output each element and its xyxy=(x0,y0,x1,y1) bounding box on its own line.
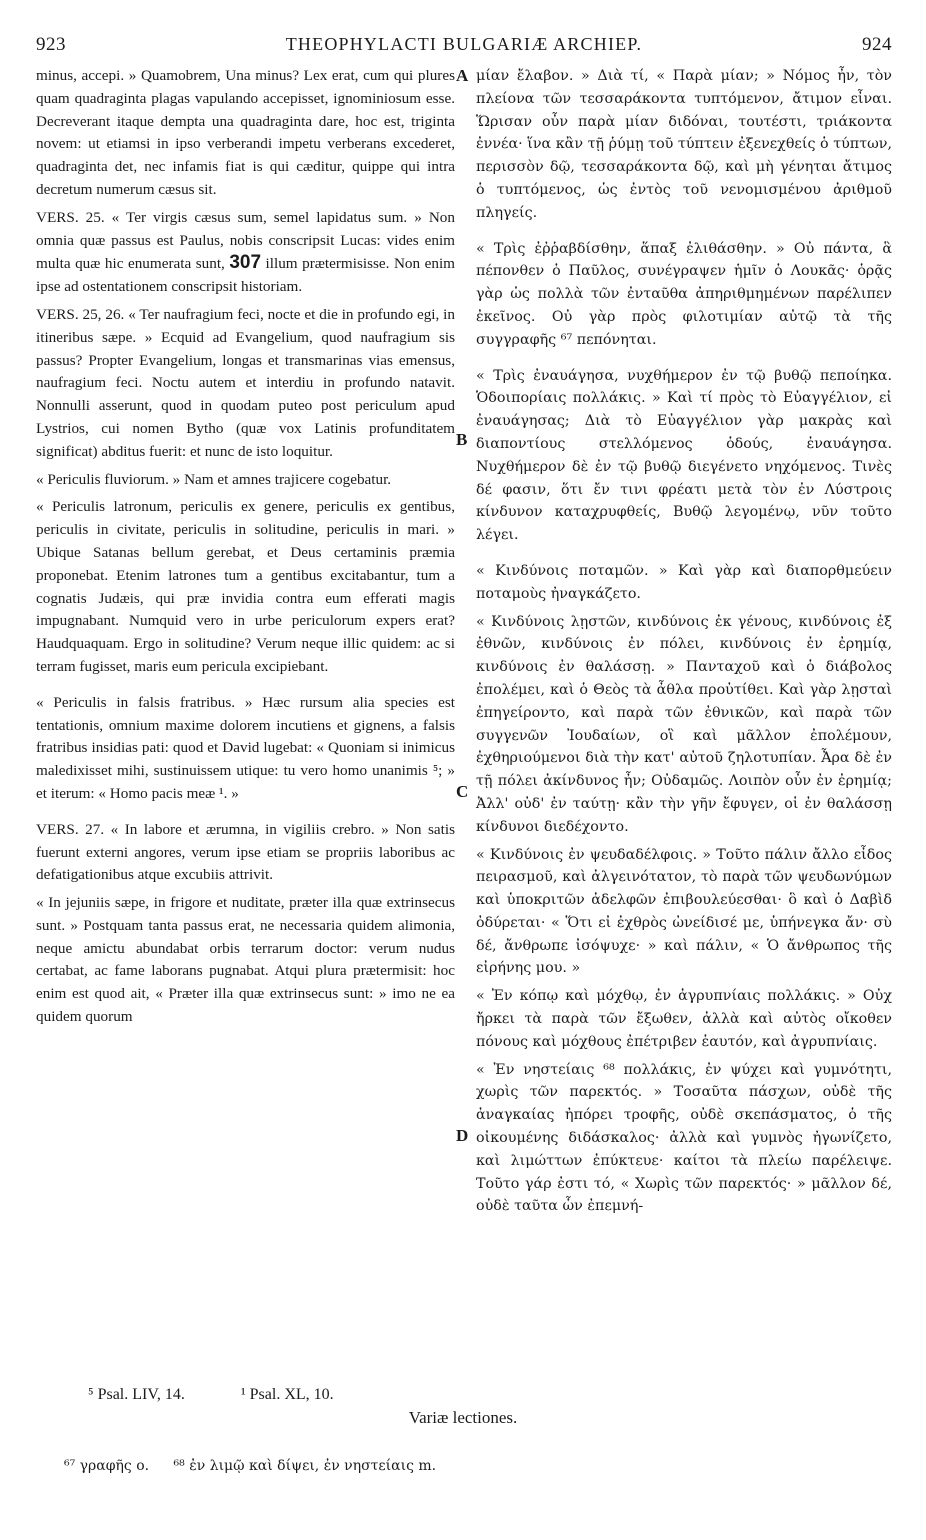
greek-paragraph: « Τρὶς ἐναυάγησα, νυχθήμερον ἐν τῷ βυθῷ πεποίηκα. Ὁδοιπορίαις πολλάκις. » Καὶ τί πρὸς τὸ Εὐαγγέλιον, εἰ ἐναυάγησας; Διὰ τὸ Εὐαγγέλιον γὰρ μακρὰς καὶ διαποντίους στελλόμενος ὁδούς, ἐναυάγησα. Νυχθήμερον δὲ ἐν τῷ βυθῷ διεγένετο νηχόμενος. Τινὲς δέ φασιν, ὅτι ἔν τινι φρέατι μετὰ τὸν ἐν Λύστροις κίνδυνον καταχρυφθείς, Βυθῷ λεγομένῳ, νῦν τοῦτο λέγει. xyxy=(476,367,892,544)
latin-paragraph xyxy=(36,207,455,299)
margin-marker-b: B xyxy=(456,430,468,449)
latin-paragraph: « Periculis fluviorum. » Nam et amnes trajicere cogebatur. xyxy=(36,470,392,488)
latin-paragraph: VERS. 25, 26. « Ter naufragium feci, nocte et die in profundo egi, in itineribus sæpe. » Ecquid ad Evangelium, quod naufragium sis passus? Propter Evangelium, longas et transmarinas vias emensus, naufragium feci. Noctu autem et interdiu in profundo natavit. Nonnulli asserunt, quod in quodam puteo post periculum apud Lystrios, cui nomen Bytho (quæ vox Latinis profunditatem significat) abditus fuerit: et nunc de isto loquitur. xyxy=(36,305,455,460)
latin-text: illum prætermisisse. Non enim ipse ad ostentationem conscripsit historiam. xyxy=(36,255,455,296)
latin-paragraph: « Periculis latronum, periculis ex genere, periculis ex gentibus, periculis in civitate, periculis in solitudine, periculis in mari. » Ubique Satanas bellum gerebat, et Deus certaminis præmia proponebat. Etenim latrones tum a gentibus excitabantur, tum a cognatis Judæis, qui præ invidia contra eum efferati magis impugnabant. Numquid vero in urbe periculorum expers erat? Haudquaquam. Ergo in solitudine? Verum neque illic quidem: ac si terram fugisset, maris eum pericula excipiebant. xyxy=(36,498,455,675)
greek-paragraph: « Τρὶς ἐῤῥαβδίσθην, ἅπαξ ἐλιθάσθην. » Οὐ πάντα, ἃ πέπονθεν ὁ Παῦλος, συνέγραψεν ἡμῖν ὁ Λουκᾶς· ὁρᾷς γὰρ ὡς πολλὰ τῶν ἐνταῦθα ἀπηριθμημένων παρέλιπεν ἐκεῖνος. Οὐ γὰρ πρὸς φιλοτιμίαν αὐτῷ τὰ τῆς συγγραφῆς ⁶⁷ πεπόνηται. xyxy=(476,240,892,348)
greek-footnotes xyxy=(64,1458,456,1474)
margin-marker-c: C xyxy=(456,782,469,801)
footnote: ¹ Psal. XL, 10. xyxy=(240,1386,334,1403)
margin-markers xyxy=(456,0,476,1540)
latin-paragraph: « Periculis in falsis fratribus. » Hæc rursum alia species est tentationis, omnium maxime dolorem incutiens et gignens, a falsis fratribus insidias pati: quod et David lugebat: « Quoniam si inimicus maledixisset mihi, sustinuissem utique: tu vero homo unanimis ⁵; » et iterum: « Homo pacis meæ ¹. » xyxy=(36,693,455,802)
variae-lectiones-heading: Variæ lectiones. xyxy=(408,1408,518,1427)
latin-paragraph: VERS. 27. « In labore et ærumna, in vigiliis crebro. » Non satis fuerunt externi angores, verum ipse etiam se propriis laboribus ac defatigationibus atque excubiis attrivit. xyxy=(36,820,455,884)
latin-text: VERS. 25. « Ter virgis cæsus sum, semel lapidatus sum. » Non omnia quæ passus est Paulus, nobis conscripsit Lucas: vides enim multa quæ hic enumerata sunt, xyxy=(36,208,455,273)
greek-paragraph: μίαν ἔλαβον. » Διὰ τί, « Παρὰ μίαν; » Νόμος ἦν, τὸν πλείονα τῶν τεσσαράκοντα τυπτόμενον, ἄτιμον εἶναι. Ὥρισαν οὖν παρὰ μίαν διδόναι, τουτέστι, τριάκοντα ἐννέα· ἵνα κἂν τῇ ῥύμῃ τοῦ τύπτειν ἐξενεχθείς ὁ τύπτων, περισσὸν δῷ, τεσσαράκοντα δῷ, καὶ μὴ γένηται ἄτιμος ὁ τυπτόμενος, ὡς ἐντὸς τοῦ νενομισμένου ἀριθμοῦ πληγείς. xyxy=(476,68,892,221)
greek-paragraph: « Κινδύνοις λῃστῶν, κινδύνοις ἐκ γένους, κινδύνοις ἐξ ἐθνῶν, κινδύνοις ἐν πόλει, κινδύνοις ἐν ἐρημίᾳ, κινδύνοις ἐν θαλάσσῃ. » Πανταχοῦ καὶ ὁ διάβολος ἐπολέμει, καὶ ὁ Θεὸς τὰ ἆθλα προὐτίθει. Καὶ γὰρ λῃσταὶ ἐπηγείροντο, καὶ παρὰ τῶν ἐθνικῶν, καὶ παρὰ τῶν συγγενῶν Ἰουδαίων, οἳ καὶ μᾶλλον ἐπολέμουν, ἐχθηριούμενοι διὰ τὴν κατ' αὐτοῦ ζηλοτυπίαν. Ἆρα δὲ ἐν τῇ πόλει ἀκίνδυνος ἦν; Οὐδαμῶς. Λοιπὸν οὖν ἐν ἐρημίᾳ; Ἀλλ' οὐδ' ἐν ταύτῃ· κἂν τὴν γῆν ἔφυγεν, οἱ ἐν θαλάσσῃ κίνδυνοι διεδέχοντο. xyxy=(476,613,892,835)
greek-paragraph: « Κινδύνοις ἐν ψευδαδέλφοις. » Τοῦτο πάλιν ἄλλο εἶδος πειρασμοῦ, καὶ ἀλγεινότατον, τὸ παρὰ τῶν ψευδωνύμων καὶ ὑποκριτῶν ἀδελφῶν ἐπιβουλεύεσθαι· ὃ καὶ ὁ Δαβὶδ ὀδύρεται· « Ὅτι εἰ ἐχθρὸς ὠνείδισέ με, ὑπήνεγκα ἄν· σὺ δέ, ἄνθρωπε ἰσόψυχε· » καὶ πάλιν, « Ὁ ἄνθρωπος τῆς εἰρήνης μου. » xyxy=(476,846,892,977)
latin-paragraph: minus, accepi. » Quamobrem, Una minus? Lex erat, cum qui plures quam quadraginta plagas vapulando accepisset, ignominiosum esse. Decreverant itaque dempta una quadraginta dare, hoc est, triginta novem: ut etiamsi in ipso verberandi impetu verberans excederet, quadraginta det, nec infamis fiat is qui cæditur, quippe qui intra decretum numerum cæsus sit. xyxy=(36,67,455,198)
column-number: 307 xyxy=(229,252,262,274)
greek-paragraph: « Ἐν κόπῳ καὶ μόχθῳ, ἐν ἀγρυπνίαις πολλάκις. » Οὐχ ἤρκει τὰ παρὰ τῶν ἔξωθεν, ἀλλὰ καὶ αὐτὸς οἴκοθεν πόνους καὶ μόχθους ἐπέτριβεν ἑαυτόν, καὶ ἀγρυπνίαις. xyxy=(476,988,892,1050)
footnote: ⁵ Psal. LIV, 14. xyxy=(88,1386,185,1403)
greek-column xyxy=(476,65,892,1223)
running-title: THEOPHYLACTI BULGARIÆ ARCHIEP. xyxy=(285,34,643,54)
latin-column xyxy=(36,65,455,1034)
latin-footnotes xyxy=(88,1386,386,1404)
footnote: ⁶⁸ ἐν λιμῷ καὶ δίψει, ἐν νηστείαις m. xyxy=(173,1458,437,1474)
greek-paragraph: « Κινδύνοις ποταμῶν. » Καὶ γὰρ καὶ διαπορθμεύειν ποταμοὺς ἠναγκάζετο. xyxy=(476,562,892,602)
margin-marker-d: D xyxy=(456,1126,469,1145)
page-number-right: 924 xyxy=(861,34,892,55)
greek-paragraph: « Ἐν νηστείαις ⁶⁸ πολλάκις, ἐν ψύχει καὶ γυμνότητι, χωρὶς τῶν παρεκτός. » Τοσαῦτα πάσχων, οὐδὲ τῆς ἀναγκαίας ἠπόρει τροφῆς, οὐδὲ σκεπάσματος, ὁ τῆς οἰκουμένης διδάσκαλος· ἀλλὰ καὶ γυμνὸς ἠγωνίζετο, καὶ λιμώττων ἐπύκτευε· καίτοι τὰ πλείω παρέλειψε. Τοῦτο γάρ ἐστι τό, « Χωρὶς τῶν παρεκτός· » μᾶλλον δέ, οὐδὲ ταῦτα ὧν ἐπεμνή- xyxy=(476,1061,892,1215)
latin-paragraph: « In jejuniis sæpe, in frigore et nuditate, præter illa quæ extrinsecus sunt. » Postquam tanta passus erat, ne necessaria quidem alimonia, neque amictu abundabat orbis terrarum doctor: verum nudus certabat, ac fame laborans pugnabat. Atqui plura prætermisit: hoc enim est quod ait, « Præter illa quæ extrinsecus sunt: » imo ne ea quidem quorum xyxy=(36,894,455,1026)
footnote: ⁶⁷ γραφῆς ο. xyxy=(64,1458,150,1474)
margin-marker-a: A xyxy=(456,66,469,85)
page-number-left: 923 xyxy=(36,34,66,55)
